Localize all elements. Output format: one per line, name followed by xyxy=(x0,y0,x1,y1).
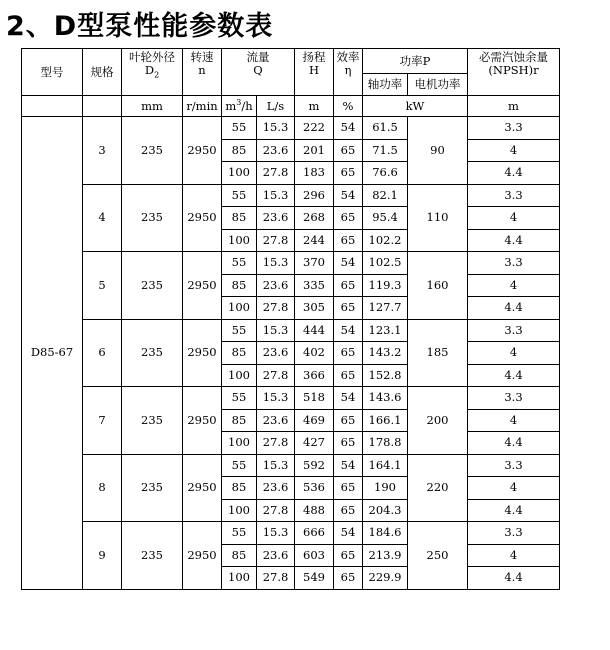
shaft-power-cell: 166.1 xyxy=(363,409,408,432)
page-title: 2、D型泵性能参数表 xyxy=(6,11,274,42)
flow-m3h-cell: 100 xyxy=(222,162,257,185)
speed-header-label: 转速 xyxy=(190,50,214,64)
shaft-power-cell: 76.6 xyxy=(363,162,408,185)
efficiency-cell: 54 xyxy=(334,252,363,275)
speed-cell: 2950 xyxy=(183,319,222,387)
efficiency-cell: 54 xyxy=(334,387,363,410)
flow-m3h-cell: 100 xyxy=(222,364,257,387)
flow-ls-cell: 27.8 xyxy=(257,499,295,522)
impeller-cell: 235 xyxy=(122,252,183,320)
table-row xyxy=(22,387,560,410)
motor-power-cell: 185 xyxy=(408,319,468,387)
efficiency-cell: 54 xyxy=(334,117,363,140)
model-header: 型号 xyxy=(22,49,83,96)
flow-m3h-cell: 85 xyxy=(222,409,257,432)
shaft-power-cell: 127.7 xyxy=(363,297,408,320)
impeller-cell: 235 xyxy=(122,387,183,455)
flow-m3h-cell: 100 xyxy=(222,499,257,522)
npsh-cell: 4 xyxy=(468,477,560,500)
npsh-cell: 4.4 xyxy=(468,162,560,185)
spec-cell: 9 xyxy=(83,522,122,590)
table-row xyxy=(22,319,560,342)
flow-ls-cell: 27.8 xyxy=(257,162,295,185)
npsh-cell: 4.4 xyxy=(468,499,560,522)
shaft-power-cell: 71.5 xyxy=(363,139,408,162)
head-cell: 488 xyxy=(295,499,334,522)
speed-cell: 2950 xyxy=(183,252,222,320)
units-row xyxy=(22,96,560,117)
npsh-cell: 4 xyxy=(468,342,560,365)
impeller-cell: 235 xyxy=(122,184,183,252)
efficiency-cell: 65 xyxy=(334,544,363,567)
spec-header: 规格 xyxy=(83,49,122,96)
shaft-power-cell: 143.6 xyxy=(363,387,408,410)
npsh-cell: 3.3 xyxy=(468,387,560,410)
flow-m3h-cell: 100 xyxy=(222,229,257,252)
flow-ls-cell: 15.3 xyxy=(257,319,295,342)
efficiency-cell: 65 xyxy=(334,229,363,252)
unit-impeller: mm xyxy=(122,96,183,117)
flow-ls-cell: 27.8 xyxy=(257,567,295,590)
efficiency-header-label: 效率 xyxy=(336,50,360,64)
efficiency-cell: 65 xyxy=(334,477,363,500)
flow-m3h-cell: 85 xyxy=(222,477,257,500)
head-cell: 603 xyxy=(295,544,334,567)
efficiency-cell: 65 xyxy=(334,364,363,387)
npsh-cell: 3.3 xyxy=(468,454,560,477)
efficiency-cell: 65 xyxy=(334,162,363,185)
flow-ls-cell: 15.3 xyxy=(257,522,295,545)
spec-cell: 5 xyxy=(83,252,122,320)
shaft-power-cell: 123.1 xyxy=(363,319,408,342)
npsh-cell: 3.3 xyxy=(468,319,560,342)
efficiency-cell: 54 xyxy=(334,454,363,477)
shaft-power-cell: 178.8 xyxy=(363,432,408,455)
shaft-power-header: 轴功率 xyxy=(363,74,408,96)
head-header-symbol: H xyxy=(308,63,320,77)
npsh-cell: 4.4 xyxy=(468,567,560,590)
impeller-cell: 235 xyxy=(122,319,183,387)
head-cell: 402 xyxy=(295,342,334,365)
unit-spec-empty xyxy=(83,96,122,117)
flow-m3h-cell: 85 xyxy=(222,139,257,162)
unit-flow-m3h-tail: /h xyxy=(241,98,253,113)
flow-header-symbol: Q xyxy=(253,63,263,77)
flow-m3h-cell: 55 xyxy=(222,387,257,410)
flow-ls-cell: 15.3 xyxy=(257,454,295,477)
impeller-cell: 235 xyxy=(122,454,183,522)
flow-ls-cell: 15.3 xyxy=(257,252,295,275)
header-row xyxy=(22,49,560,74)
flow-ls-cell: 23.6 xyxy=(257,207,295,230)
shaft-power-cell: 102.2 xyxy=(363,229,408,252)
npsh-header xyxy=(468,49,560,96)
flow-m3h-cell: 55 xyxy=(222,319,257,342)
spec-cell: 6 xyxy=(83,319,122,387)
efficiency-cell: 65 xyxy=(334,207,363,230)
spec-cell: 8 xyxy=(83,454,122,522)
motor-power-cell: 200 xyxy=(408,387,468,455)
flow-ls-cell: 23.6 xyxy=(257,342,295,365)
npsh-cell: 3.3 xyxy=(468,252,560,275)
npsh-cell: 4 xyxy=(468,409,560,432)
motor-power-cell: 90 xyxy=(408,117,468,185)
npsh-cell: 4.4 xyxy=(468,229,560,252)
flow-header xyxy=(222,49,295,96)
speed-cell: 2950 xyxy=(183,522,222,590)
speed-header xyxy=(183,49,222,96)
head-cell: 183 xyxy=(295,162,334,185)
head-cell: 296 xyxy=(295,184,334,207)
unit-power: kW xyxy=(363,96,468,117)
shaft-power-cell: 143.2 xyxy=(363,342,408,365)
flow-m3h-cell: 100 xyxy=(222,432,257,455)
efficiency-cell: 65 xyxy=(334,139,363,162)
pump-performance-table xyxy=(21,48,560,590)
efficiency-header xyxy=(334,49,363,96)
head-cell: 244 xyxy=(295,229,334,252)
model-cell: D85-67 xyxy=(22,117,83,590)
shaft-power-cell: 119.3 xyxy=(363,274,408,297)
flow-ls-cell: 27.8 xyxy=(257,297,295,320)
motor-power-cell: 160 xyxy=(408,252,468,320)
flow-m3h-cell: 85 xyxy=(222,544,257,567)
head-cell: 592 xyxy=(295,454,334,477)
flow-ls-cell: 23.6 xyxy=(257,274,295,297)
impeller-header-subscript: 2 xyxy=(154,70,160,80)
unit-head: m xyxy=(295,96,334,117)
flow-header-label: 流量 xyxy=(246,50,270,64)
flow-ls-cell: 15.3 xyxy=(257,387,295,410)
flow-m3h-cell: 85 xyxy=(222,274,257,297)
flow-ls-cell: 23.6 xyxy=(257,477,295,500)
efficiency-header-symbol: η xyxy=(344,63,352,77)
speed-cell: 2950 xyxy=(183,117,222,185)
npsh-cell: 4.4 xyxy=(468,432,560,455)
efficiency-cell: 65 xyxy=(334,409,363,432)
speed-cell: 2950 xyxy=(183,184,222,252)
head-cell: 518 xyxy=(295,387,334,410)
impeller-cell: 235 xyxy=(122,522,183,590)
head-cell: 201 xyxy=(295,139,334,162)
flow-ls-cell: 27.8 xyxy=(257,432,295,455)
impeller-cell: 235 xyxy=(122,117,183,185)
npsh-cell: 4 xyxy=(468,139,560,162)
shaft-power-cell: 82.1 xyxy=(363,184,408,207)
head-cell: 268 xyxy=(295,207,334,230)
shaft-power-cell: 184.6 xyxy=(363,522,408,545)
head-cell: 549 xyxy=(295,567,334,590)
shaft-power-cell: 190 xyxy=(363,477,408,500)
flow-m3h-cell: 55 xyxy=(222,454,257,477)
spec-cell: 7 xyxy=(83,387,122,455)
npsh-cell: 3.3 xyxy=(468,184,560,207)
flow-ls-cell: 23.6 xyxy=(257,409,295,432)
flow-m3h-cell: 100 xyxy=(222,567,257,590)
flow-m3h-cell: 55 xyxy=(222,252,257,275)
efficiency-cell: 65 xyxy=(334,499,363,522)
speed-cell: 2950 xyxy=(183,387,222,455)
unit-npsh: m xyxy=(468,96,560,117)
shaft-power-cell: 61.5 xyxy=(363,117,408,140)
flow-m3h-cell: 55 xyxy=(222,184,257,207)
impeller-header-label: 叶轮外径 xyxy=(129,50,175,64)
head-cell: 427 xyxy=(295,432,334,455)
npsh-cell: 4 xyxy=(468,274,560,297)
shaft-power-cell: 164.1 xyxy=(363,454,408,477)
flow-m3h-cell: 85 xyxy=(222,207,257,230)
npsh-cell: 4 xyxy=(468,207,560,230)
shaft-power-cell: 102.5 xyxy=(363,252,408,275)
efficiency-cell: 65 xyxy=(334,274,363,297)
table-row xyxy=(22,454,560,477)
efficiency-cell: 54 xyxy=(334,522,363,545)
impeller-header xyxy=(122,49,183,96)
flow-ls-cell: 23.6 xyxy=(257,139,295,162)
npsh-cell: 4.4 xyxy=(468,364,560,387)
efficiency-cell: 65 xyxy=(334,297,363,320)
head-cell: 444 xyxy=(295,319,334,342)
unit-efficiency: % xyxy=(334,96,363,117)
efficiency-cell: 54 xyxy=(334,319,363,342)
impeller-header-symbol: D xyxy=(144,63,155,77)
flow-m3h-cell: 85 xyxy=(222,342,257,365)
spec-cell: 3 xyxy=(83,117,122,185)
npsh-cell: 4.4 xyxy=(468,297,560,320)
unit-flow-m3h xyxy=(222,96,257,117)
head-cell: 366 xyxy=(295,364,334,387)
npsh-cell: 4 xyxy=(468,544,560,567)
flow-m3h-cell: 100 xyxy=(222,297,257,320)
unit-speed: r/min xyxy=(183,96,222,117)
motor-power-header: 电机功率 xyxy=(408,74,468,96)
head-cell: 370 xyxy=(295,252,334,275)
head-cell: 222 xyxy=(295,117,334,140)
head-cell: 666 xyxy=(295,522,334,545)
flow-ls-cell: 15.3 xyxy=(257,117,295,140)
head-cell: 335 xyxy=(295,274,334,297)
shaft-power-cell: 95.4 xyxy=(363,207,408,230)
flow-ls-cell: 27.8 xyxy=(257,364,295,387)
efficiency-cell: 65 xyxy=(334,342,363,365)
motor-power-cell: 250 xyxy=(408,522,468,590)
power-header: 功率P xyxy=(363,49,468,74)
flow-m3h-cell: 55 xyxy=(222,522,257,545)
shaft-power-cell: 204.3 xyxy=(363,499,408,522)
flow-ls-cell: 27.8 xyxy=(257,229,295,252)
efficiency-cell: 54 xyxy=(334,184,363,207)
table-row xyxy=(22,184,560,207)
table-row xyxy=(22,522,560,545)
shaft-power-cell: 152.8 xyxy=(363,364,408,387)
shaft-power-cell: 229.9 xyxy=(363,567,408,590)
unit-flow-m3h-sup: 3 xyxy=(236,97,242,107)
flow-ls-cell: 15.3 xyxy=(257,184,295,207)
table-row xyxy=(22,252,560,275)
npsh-header-label: 必需汽蚀余量 xyxy=(479,50,548,64)
head-cell: 305 xyxy=(295,297,334,320)
unit-flow-ls: L/s xyxy=(257,96,295,117)
head-header xyxy=(295,49,334,96)
head-cell: 469 xyxy=(295,409,334,432)
unit-model-empty xyxy=(22,96,83,117)
head-cell: 536 xyxy=(295,477,334,500)
npsh-cell: 3.3 xyxy=(468,117,560,140)
spec-cell: 4 xyxy=(83,184,122,252)
flow-m3h-cell: 55 xyxy=(222,117,257,140)
npsh-cell: 3.3 xyxy=(468,522,560,545)
unit-flow-m3h-base: m xyxy=(225,98,237,113)
efficiency-cell: 65 xyxy=(334,567,363,590)
motor-power-cell: 110 xyxy=(408,184,468,252)
speed-header-symbol: n xyxy=(198,63,206,77)
npsh-header-symbol: (NPSH)r xyxy=(488,63,539,77)
shaft-power-cell: 213.9 xyxy=(363,544,408,567)
efficiency-cell: 65 xyxy=(334,432,363,455)
head-header-label: 扬程 xyxy=(302,50,326,64)
speed-cell: 2950 xyxy=(183,454,222,522)
motor-power-cell: 220 xyxy=(408,454,468,522)
table-row xyxy=(22,117,560,140)
flow-ls-cell: 23.6 xyxy=(257,544,295,567)
